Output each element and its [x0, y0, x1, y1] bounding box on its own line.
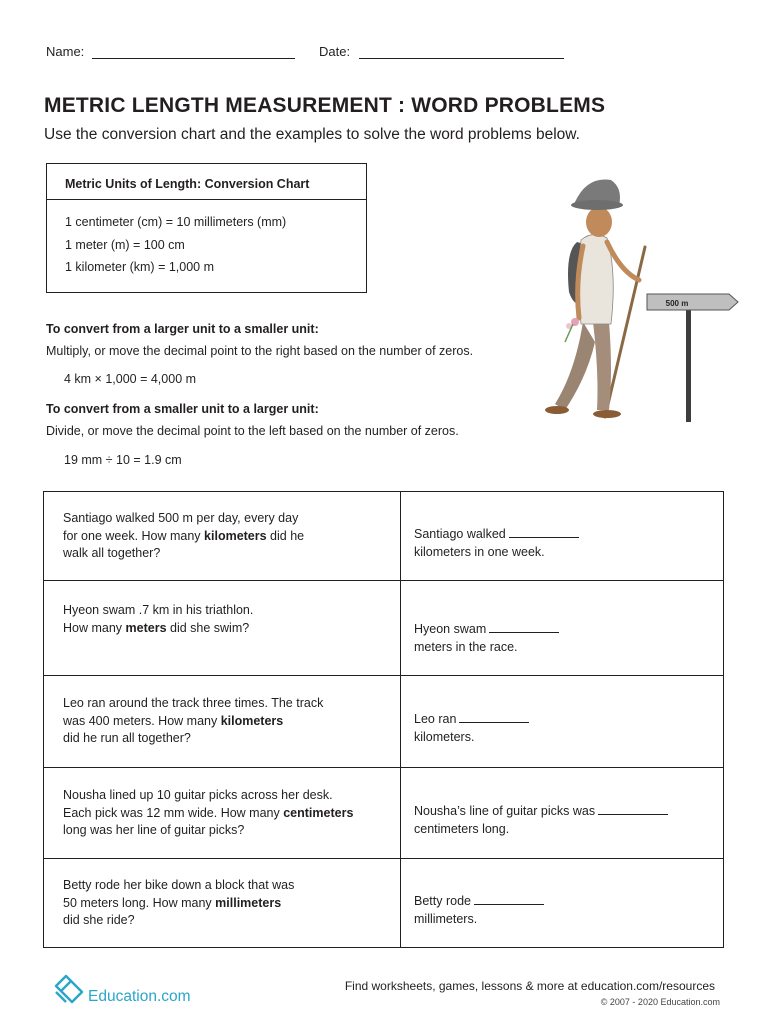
- hiker-shoe: [593, 410, 621, 418]
- table-row: [44, 492, 723, 581]
- answer-sentence: [414, 526, 714, 561]
- rule-example-divide: 19 mm ÷ 10 = 1.9 cm: [64, 453, 182, 467]
- table-row: [44, 581, 723, 676]
- answer-text: millimeters.: [414, 911, 478, 926]
- name-label: Name:: [46, 44, 85, 59]
- table-row: [44, 676, 723, 768]
- answer-sentence: [414, 803, 714, 838]
- signpost-pole: [686, 300, 691, 422]
- hiker-shoe: [545, 406, 569, 414]
- question-line: Each pick was 12 mm wide. How many centimeters: [63, 805, 354, 820]
- question-line: Santiago walked 500 m per day, every day: [63, 511, 299, 525]
- hiker-leg-front: [593, 322, 611, 410]
- answer-blank[interactable]: [489, 622, 559, 633]
- answer-text: kilometers.: [414, 729, 475, 744]
- answer-sentence: [414, 893, 714, 928]
- rule-heading-smaller-to-larger: To convert from a smaller unit to a larger unit:: [46, 402, 319, 416]
- hiker-face: [586, 207, 612, 237]
- answer-text: Santiago walked: [414, 527, 506, 541]
- chart-line: 1 centimeter (cm) = 10 millimeters (mm): [65, 215, 287, 229]
- problem-question: [63, 510, 383, 563]
- question-line: walk all together?: [63, 546, 161, 560]
- answer-blank[interactable]: [598, 804, 668, 815]
- answer-sentence: [414, 711, 714, 746]
- footer-copyright: © 2007 - 2020 Education.com: [600, 997, 720, 1007]
- rule-heading-larger-to-smaller: To convert from a larger unit to a smaller unit:: [46, 322, 319, 336]
- rule-text-larger-to-smaller: Multiply, or move the decimal point to the right based on the number of zeros.: [46, 344, 474, 358]
- table-row: [44, 859, 723, 947]
- hiker-leg-back: [555, 322, 595, 410]
- answer-text: Leo ran: [414, 712, 457, 726]
- question-line: 50 meters long. How many millimeters: [63, 895, 282, 910]
- question-unit: centimeters: [283, 805, 354, 820]
- answer-blank[interactable]: [474, 894, 544, 905]
- chart-heading: Metric Units of Length: Conversion Chart: [47, 164, 366, 200]
- date-label: Date:: [319, 44, 351, 59]
- question-line: Hyeon swam .7 km in his triathlon.: [63, 603, 254, 617]
- question-line: Leo ran around the track three times. The track: [63, 696, 324, 710]
- hiker-hat-brim: [571, 200, 623, 210]
- answer-text: kilometers in one week.: [414, 544, 545, 559]
- date-field[interactable]: [359, 58, 564, 59]
- hiker-illustration: [535, 172, 745, 427]
- word-problems-table: [43, 491, 724, 948]
- question-line: How many meters did she swim?: [63, 620, 250, 635]
- answer-text: Betty rode: [414, 894, 471, 908]
- problem-question: [63, 877, 383, 930]
- conversion-chart: [46, 163, 367, 293]
- chart-line: 1 kilometer (km) = 1,000 m: [65, 260, 215, 274]
- question-unit: kilometers: [204, 528, 267, 543]
- answer-text: centimeters long.: [414, 821, 510, 836]
- question-line: Betty rode her bike down a block that was: [63, 878, 295, 892]
- problem-question: [63, 602, 383, 637]
- page-subtitle: Use the conversion chart and the examples to solve the word problems below.: [44, 126, 580, 143]
- education-logo-text[interactable]: Education.com: [88, 988, 191, 1005]
- question-unit: millimeters: [215, 895, 282, 910]
- question-line: long was her line of guitar picks?: [63, 823, 245, 837]
- question-unit: kilometers: [220, 713, 284, 728]
- question-line: was 400 meters. How many kilometers: [63, 713, 284, 728]
- question-unit: meters: [125, 620, 167, 635]
- page-title: METRIC LENGTH MEASUREMENT : WORD PROBLEMS: [44, 94, 606, 117]
- signpost-board: [647, 294, 738, 310]
- answer-text: Nousha’s line of guitar picks was: [414, 804, 596, 818]
- answer-text: Hyeon swam: [414, 622, 487, 636]
- table-row: [44, 768, 723, 859]
- answer-text: meters in the race.: [414, 639, 518, 654]
- answer-sentence: [414, 621, 714, 656]
- signpost-label: 500 m: [665, 299, 689, 308]
- rule-example-multiply: 4 km × 1,000 = 4,000 m: [64, 372, 197, 386]
- question-line: Nousha lined up 10 guitar picks across her desk.: [63, 788, 333, 802]
- question-line: for one week. How many kilometers did he: [63, 528, 305, 543]
- answer-blank[interactable]: [459, 712, 529, 723]
- problem-question: [63, 787, 383, 840]
- problem-question: [63, 695, 383, 748]
- chart-line: 1 meter (m) = 100 cm: [65, 237, 185, 252]
- question-line: did she ride?: [63, 913, 135, 927]
- answer-blank[interactable]: [509, 527, 579, 538]
- footer-tagline[interactable]: Find worksheets, games, lessons & more at education.com/resources: [344, 979, 715, 993]
- question-line: did he run all together?: [63, 731, 191, 745]
- name-field[interactable]: [92, 58, 295, 59]
- education-logo-icon[interactable]: [52, 972, 86, 1006]
- rule-text-smaller-to-larger: Divide, or move the decimal point to the left based on the number of zeros.: [46, 424, 459, 438]
